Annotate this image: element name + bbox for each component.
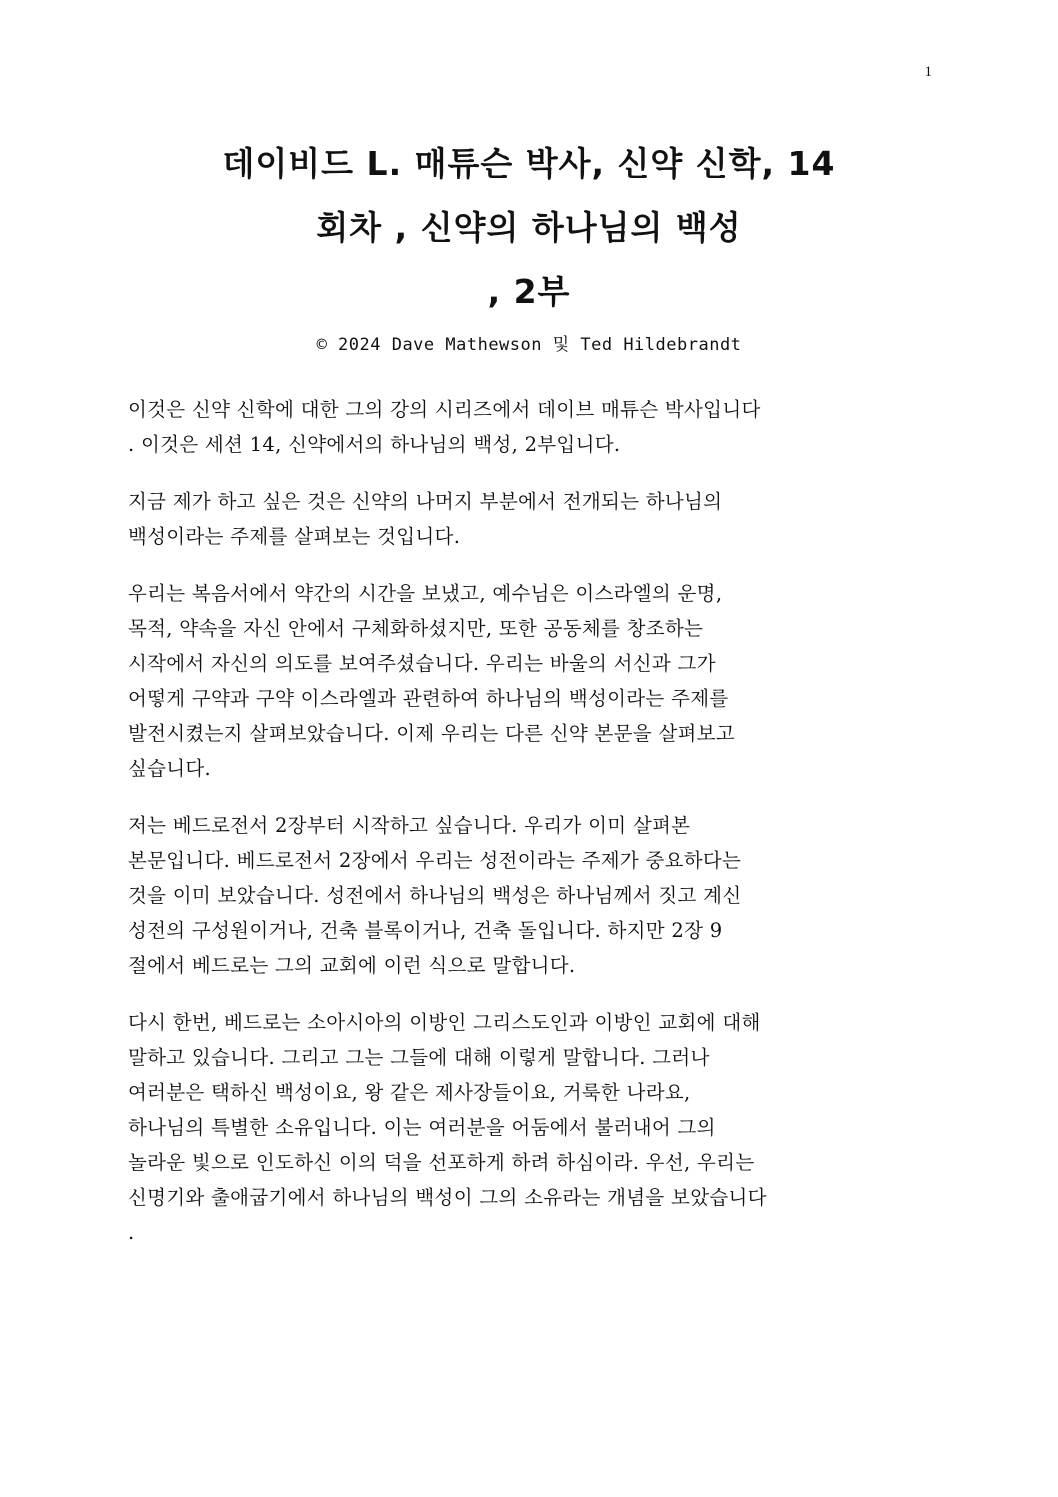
text-line: 이것은 신약 신학에 대한 그의 강의 시리즈에서 데이브 매튜슨 박사입니다 (128, 398, 761, 421)
text-line: 신명기와 출애굽기에서 하나님의 백성이 그의 소유라는 개념을 보았습니다 (128, 1186, 767, 1209)
text-line: 지금 제가 하고 싶은 것은 신약의 나머지 부분에서 전개되는 하나님의 (128, 490, 723, 513)
text-line: 발전시켰는지 살펴보았습니다. 이제 우리는 다른 신약 본문을 살펴보고 (128, 722, 735, 745)
text-line: 우리는 복음서에서 약간의 시간을 보냈고, 예수님은 이스라엘의 운명, (128, 582, 723, 605)
title-line: , 2부 (487, 272, 571, 311)
text-line: 시작에서 자신의 의도를 보여주셨습니다. 우리는 바울의 서신과 그가 (128, 652, 716, 675)
text-line: 여러분은 택하신 백성이요, 왕 같은 제사장들이요, 거룩한 나라요, (128, 1081, 691, 1104)
title-line: 데이비드 L. 매튜슨 박사, 신약 신학, 14 (222, 144, 836, 183)
text-line: 절에서 베드로는 그의 교회에 이런 식으로 말합니다. (128, 954, 576, 977)
text-line: . (128, 1221, 135, 1244)
paragraph-4 (128, 808, 928, 983)
text-line: 저는 베드로전서 2장부터 시작하고 싶습니다. 우리가 이미 살펴본 (128, 814, 691, 837)
text-line: 다시 한번, 베드로는 소아시아의 이방인 그리스도인과 이방인 교회에 대해 (128, 1011, 761, 1034)
text-line: 말하고 있습니다. 그리고 그는 그들에 대해 이렇게 말합니다. 그러나 (128, 1046, 710, 1069)
paragraph-1 (128, 392, 928, 462)
text-line: 것을 이미 보았습니다. 성전에서 하나님의 백성은 하나님께서 짓고 계신 (128, 884, 742, 907)
text-line: 성전의 구성원이거나, 건축 블록이거나, 건축 돌입니다. 하지만 2장 9 (128, 919, 723, 942)
text-line: . 이것은 세션 14, 신약에서의 하나님의 백성, 2부입니다. (128, 433, 621, 456)
document-body (128, 392, 928, 1272)
text-line: 하나님의 특별한 소유입니다. 이는 여러분을 어둠에서 불러내어 그의 (128, 1116, 716, 1139)
document-title (100, 132, 958, 324)
text-line: 본문입니다. 베드로전서 2장에서 우리는 성전이라는 주제가 중요하다는 (128, 849, 742, 872)
title-line: 회차 , 신약의 하나님의 백성 (316, 208, 742, 247)
text-line: 목적, 약속을 자신 안에서 구체화하셨지만, 또한 공동체를 창조하는 (128, 617, 704, 640)
text-line: 어떻게 구약과 구약 이스라엘과 관련하여 하나님의 백성이라는 주제를 (128, 687, 729, 710)
text-line: 놀라운 빛으로 인도하신 이의 덕을 선포하게 하려 하심이라. 우선, 우리는 (128, 1151, 755, 1174)
paragraph-3 (128, 576, 928, 786)
copyright-notice: © 2024 Dave Mathewson 및 Ted Hildebrandt (316, 335, 742, 355)
text-line: 싶습니다. (128, 757, 212, 780)
paragraph-2 (128, 484, 928, 554)
text-line: 백성이라는 주제를 살펴보는 것입니다. (128, 525, 461, 548)
page-number: 1 (924, 64, 932, 80)
paragraph-5 (128, 1005, 928, 1250)
